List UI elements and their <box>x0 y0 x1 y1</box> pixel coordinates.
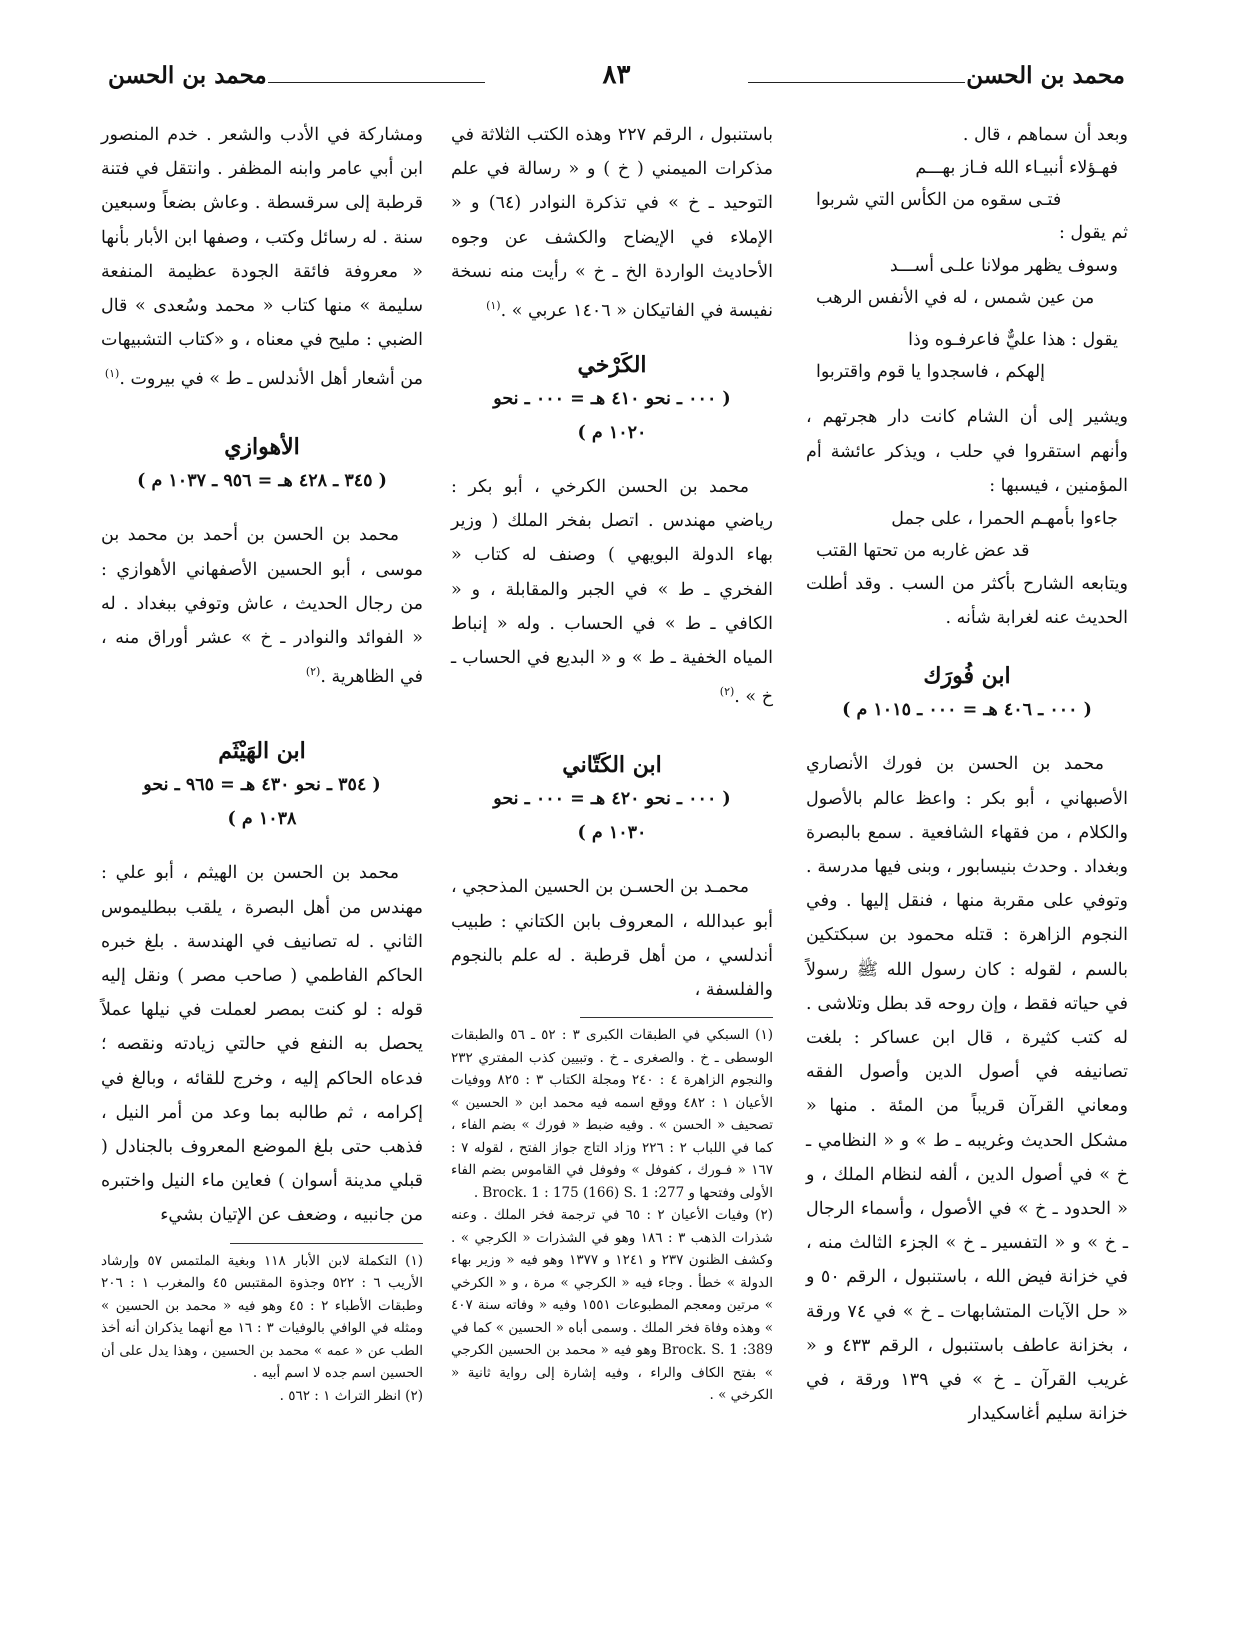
entry-dates-line-2: ١٠٢٠ م ) <box>577 423 647 444</box>
footnote-rule <box>230 1243 423 1244</box>
footnote: (١) التكملة لابن الأبار ١١٨ وبغية الملتمس ٥٧ وإرشاد الأريب ٦ : ٥٢٢ وجذوة المقتبس ٤٥ والمغرب ١ : ٢٠٦ وطبقات الأطباء ٢ : ٤٥ وهو فيه « محمد بن الحسين » ومثله في الوافي بالوفيات ٣ : ١٦ مع أنهما يذكران أنه أخذ الطب عن « عمه » محمد بن الحسين ، وهذا يدل على أن الحسين اسم جده لا اسم أبيه . <box>101 1252 423 1382</box>
entry-dates-line-1: ( ٠٠٠ ـ نحو ٤٢٠ هـ = ٠٠٠ ـ نحو <box>493 789 731 810</box>
footnote-ref: (٢) <box>719 685 735 699</box>
verse-3-first-hemistich: يقول : هذا عليٌّ فاعرفـوه وذا <box>908 330 1118 351</box>
column-middle <box>451 118 773 1407</box>
verse-1-first-hemistich: فهـؤلاء أنبيـاء الله فـاز بهـــم <box>915 158 1118 179</box>
header-rule-left <box>268 82 485 83</box>
column-right <box>806 118 1128 1431</box>
entry-dates: ( ٠٠٠ ـ ٤٠٦ هـ = ٠٠٠ ـ ١٠١٥ م ) <box>842 700 1092 721</box>
continued-text: باستنبول ، الرقم ٢٢٧ وهذه الكتب الثلاثة في مذكرات الميمني ( خ ) و « رسالة في علم التوحيد ـ خ » في تذكرة النوادر (٦٤) و « الإملاء في الإيضاح والكشف عن وجوه الأحاديث الواردة الخ ـ خ » رأيت منه نسخة نفيسة في الفاتيكان « ١٤٠٦ عربي » . <box>451 125 773 321</box>
entry-dates-line-2: ١٠٣٠ م ) <box>577 823 647 844</box>
verse-1-second-hemistich: فتـى سقوه من الكأس التي شربوا <box>816 190 1062 211</box>
paragraph: ويشير إلى أن الشام كانت دار هجرتهم ، وأنهم استقروا في حلب ، ويذكر عائشة أم المؤمنين ، فيسبها : <box>806 407 1128 496</box>
entry-dates-line-1: ( ٠٠٠ ـ نحو ٤١٠ هـ = ٠٠٠ ـ نحو <box>493 389 731 410</box>
verse-3-second-hemistich: إلهكم ، فاسجدوا يا قوم واقتربوا <box>816 362 1046 383</box>
verse-2-second-hemistich: من عين شمس ، له في الأنفس الرهب <box>816 288 1095 309</box>
entry-dates-line-1: ( ٣٥٤ ـ نحو ٤٣٠ هـ = ٩٦٥ ـ نحو <box>143 775 381 796</box>
intro-line: وبعد أن سماهم ، قال . <box>962 125 1128 145</box>
footnote: (٢) وفيات الأعيان ٢ : ٦٥ في ترجمة فخر الملك . وعنه شذرات الذهب ٣ : ١٨٦ وهو في الشذرات « الكرجي » . وكشف الظنون ٢٣٧ و ١٢٤١ و ١٣٧٧ وهو فيه « وزير بهاء الدولة » خطأ . وجاء فيه « الكرجي » مرة ، و « الكرخي » مرتين ومعجم المطبوعات ١٥٥١ وفيه « وفاته سنة ٤٠٧ » وهذه وفاة فخر الملك . وسمى أباه « الحسين » كما في Brock. S. 1 :389 وهو فيه « محمد بن الحسين الكرجي » بفتح الكاف والراء ، وفيه إشارة إلى رواية ثانية « الكرخي » . <box>451 1207 774 1404</box>
entry-dates: ( ٣٤٥ ـ ٤٢٨ هـ = ٩٥٦ ـ ١٠٣٧ م ) <box>137 471 387 492</box>
footnote: (٢) انظر التراث ١ : ٥٦٢ . <box>279 1387 423 1404</box>
entry-body: محمد بن الحسن بن الهيثم ، أبو علي : مهندس من أهل البصرة ، يلقب ببطليموس الثاني . له تصانيف في الهندسة . بلغ خبره الحاكم الفاطمي ( صاحب مصر ) ونقل إليه قوله : لو كنت بمصر لعملت في نيلها عملاً يحصل به النفع في حالتي زيادته ونقصه ؛ فدعاه الحاكم إليه ، وخرج للقائه ، وبالغ في إكرامه ، ثم طالبه بما وعد من أمر النيل ، فذهب حتى بلغ الموضع المعروف بالجنادل ( قبلي مدينة أسوان ) فعاين ماء النيل واختبره من جانبيه ، وضعف عن الإتيان بشيء <box>101 863 423 1226</box>
header-rule-right <box>748 82 965 83</box>
entry-title: الأهوازي <box>224 434 300 461</box>
verse-3 <box>806 324 1128 388</box>
entry-dates-line-2: ١٠٣٨ م ) <box>227 809 297 830</box>
continued-paragraph <box>101 118 423 396</box>
page-header <box>108 62 1125 102</box>
running-head-left: محمد بن الحسن <box>108 62 267 89</box>
footnote: (١) السبكي في الطبقات الكبرى ٣ : ٥٢ ـ ٥٦ والطبقات الوسطى ـ خ . والصغرى ـ خ . وتبيين كذب المفتري ٢٣٢ والنجوم الزاهرة ٤ : ٢٤٠ ومجلة الكتاب ٣ : ٨٢٥ ووفيات الأعيان ١ : ٤٨٢ ووقع اسمه فيه محمد ابن « الحسين » تصحيف « الحسن » . وفيه ضبط « فورك » بضم الفاء ، كما في اللباب ٢ : ٢٢٦ وزاد التاج جواز الفتح ، لقوله ٧ : ١٦٧ « فـورك ، كفوفل » وفوفل في القاموس بضم الفاء الأولى وفتحها و Brock. 1 : 175 (166) S. 1 :277 . <box>451 1027 773 1201</box>
footnote-ref: (١) <box>486 299 501 313</box>
entry-title: ابن الهَيْثَم <box>218 738 306 765</box>
continued-text: ومشاركة في الأدب والشعر . خدم المنصور ابن أبي عامر وابنه المظفر . وانتقل في فتنة قرطبة إلى سرقسطة . وعاش بضعاً وسبعين سنة . له رسائل وكتب ، وصفها ابن الأبار بأنها « معروفة فائقة الجودة عظيمة المنفعة سليمة » منها كتاب « محمد وسُعدى » قال الضبي : مليح في معناه ، و «كتاب التشبيهات من أشعار أهل الأندلس ـ ط » في بيروت . <box>101 125 423 390</box>
entry-body-text: محمد بن الحسن الكرخي ، أبو بكر : رياضي مهندس . اتصل بفخر الملك ( وزير بهاء الدولة البويهي ) وصنف له كتاب « الفخري ـ ط » في الجبر والمقابلة ، و « الكافي ـ ط » في الحساب . وله « إنباط المياه الخفية ـ ط » و « البديع في الحساب ـ خ » . <box>451 477 773 708</box>
entry-body: محمد بن الحسن بن فورك الأنصاري الأصبهاني ، أبو بكر : واعظ عالم بالأصول والكلام ، من فقهاء الشافعية . سمع بالبصرة وبغداد . وحدث بنيسابور ، وبنى فيها مدرسة . وتوفي على مقربة منها ، فنقل إليها . وفي النجوم الزاهرة : قتله محمود بن سبكتكين بالسم ، لقوله : كان رسول الله ﷺ رسولاً في حياته فقط ، وإن روحه قد بطل وتلاشى . له كتب كثيرة ، قال ابن عساكر : بلغت تصانيفه في أصول الدين وأصول الفقه ومعاني القرآن قريباً من المئة . منها « مشكل الحديث وغريبه ـ ط » و « النظامي ـ خ » في أصول الدين ، ألفه لنظام الملك ، و « الحدود ـ خ » في الأصول ، وأسماء الرجال ـ خ » و « التفسير ـ خ » الجزء الثالث منه ، في خزانة فيض الله ، باستنبول ، الرقم ٥٠ و « حل الآيات المتشابهات ـ خ » في ٧٤ ورقة ، بخزانة عاطف باستنبول ، الرقم ٤٣٣ و « غريب القرآن ـ خ » في ١٣٩ ورقة ، في خزانة سليم أغاسكيدار <box>806 754 1129 1425</box>
verse-2-first-hemistich: وسوف يظهر مولانا علـى أســـد <box>889 256 1118 277</box>
entry-title: ابن الكَتّاني <box>562 752 662 779</box>
verse-4 <box>806 503 1128 567</box>
entry-title: الكَرْخي <box>577 352 647 379</box>
footnote-rule <box>580 1017 773 1018</box>
entry-body <box>101 518 423 694</box>
transition-line: ثم يقول : <box>1058 223 1128 244</box>
entry-body <box>451 470 773 714</box>
verse-1 <box>806 152 1128 216</box>
footnote-ref: (٢) <box>305 665 321 679</box>
continued-paragraph <box>451 118 773 328</box>
footnote-ref: (١) <box>104 367 120 381</box>
column-left <box>101 118 423 1407</box>
verse-4-second-hemistich: قد عض غاربه من تحتها القتب <box>816 541 1030 562</box>
entry-body: محمـد بن الحسـن بن الحسين المذحجي ، أبو عبدالله ، المعروف بابن الكتاني : طبيب أندلسي ، من أهل قرطبة . له علم بالنجوم والفلسفة ، <box>451 877 773 1000</box>
verse-4-first-hemistich: جاءوا بأمهـم الحمرا ، على جمل <box>891 509 1118 530</box>
entry-body-text: محمد بن الحسن بن أحمد بن محمد بن موسى ، أبو الحسين الأصفهاني الأهوازي : من رجال الحديث ، عاش وتوفي ببغداد . له « الفوائد والنوادر ـ خ » عشر أوراق منه ، في الظاهرية . <box>101 525 423 688</box>
verse-2 <box>806 250 1128 314</box>
paragraph: ويتابعه الشارح بأكثر من السب . وقد أطلت الحديث عنه لغرابة شأنه . <box>806 574 1128 629</box>
page-number: ٨٣ <box>602 60 631 90</box>
entry-title: ابن فُورَك <box>923 663 1011 690</box>
running-head-right: محمد بن الحسن <box>966 62 1125 89</box>
